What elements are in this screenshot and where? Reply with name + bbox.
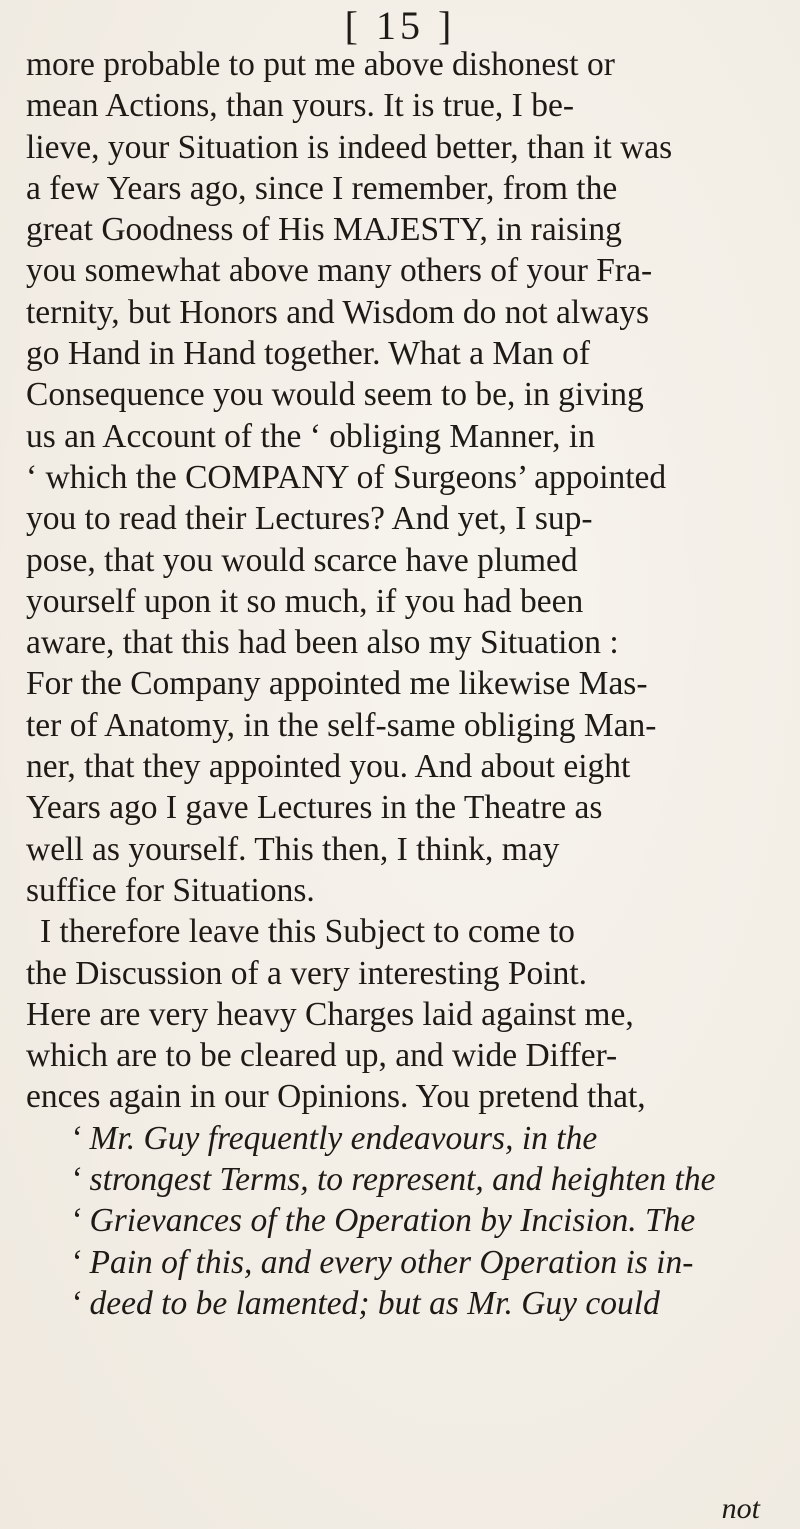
- quoted-line: ‘ Pain of this, and every other Operation is in-: [70, 1243, 694, 1281]
- page-number: [ 15 ]: [344, 3, 456, 48]
- text-line: you to read their Lectures? And yet, I sup-: [26, 500, 593, 538]
- text-line: the Discussion of a very interesting Point.: [26, 954, 588, 992]
- text-line: ences again in our Opinions. You pretend that,: [26, 1078, 646, 1116]
- text-line: you somewhat above many others of your Fra-: [26, 252, 653, 290]
- text-line: well as yourself. This then, I think, may: [26, 830, 560, 868]
- text-line: go Hand in Hand together. What a Man of: [26, 335, 591, 373]
- text-line: ter of Anatomy, in the self-same obliging Man-: [26, 706, 657, 744]
- text-line: ternity, but Honors and Wisdom do not always: [26, 293, 649, 331]
- quoted-line: ‘ deed to be lamented; but as Mr. Guy could: [70, 1284, 660, 1322]
- text-line: us an Account of the ‘ obliging Manner, in: [26, 417, 595, 455]
- text-line: Consequence you would seem to be, in giving: [26, 376, 644, 414]
- text-line: which are to be cleared up, and wide Differ-: [26, 1037, 618, 1075]
- catchword: not: [721, 1492, 760, 1525]
- text-line: Years ago I gave Lectures in the Theatre as: [26, 789, 603, 827]
- quoted-line: ‘ strongest Terms, to represent, and heighten the: [70, 1161, 716, 1199]
- text-line: ‘ which the COMPANY of Surgeons’ appointed: [26, 458, 667, 496]
- text-line: For the Company appointed me likewise Mas-: [26, 665, 648, 703]
- text-line: aware, that this had been also my Situation :: [26, 624, 619, 662]
- page-text: [26, 44, 778, 1324]
- text-line: ner, that they appointed you. And about eight: [26, 748, 631, 786]
- text-line: great Goodness of His MAJESTY, in raising: [26, 211, 622, 249]
- text-line: suffice for Situations.: [26, 871, 315, 909]
- text-line: pose, that you would scarce have plumed: [26, 541, 578, 579]
- text-line: yourself upon it so much, if you had been: [26, 582, 584, 620]
- text-line: mean Actions, than yours. It is true, I be-: [26, 87, 574, 125]
- text-line: a few Years ago, since I remember, from the: [26, 169, 618, 207]
- quoted-line: ‘ Grievances of the Operation by Incision. The: [70, 1202, 696, 1240]
- quoted-line: ‘ Mr. Guy frequently endeavours, in the: [70, 1119, 598, 1157]
- text-line: more probable to put me above dishonest or: [26, 46, 615, 83]
- text-line: Here are very heavy Charges laid against me,: [26, 995, 634, 1033]
- text-line: I therefore leave this Subject to come to: [40, 913, 575, 951]
- text-line: lieve, your Situation is indeed better, than it was: [26, 128, 673, 166]
